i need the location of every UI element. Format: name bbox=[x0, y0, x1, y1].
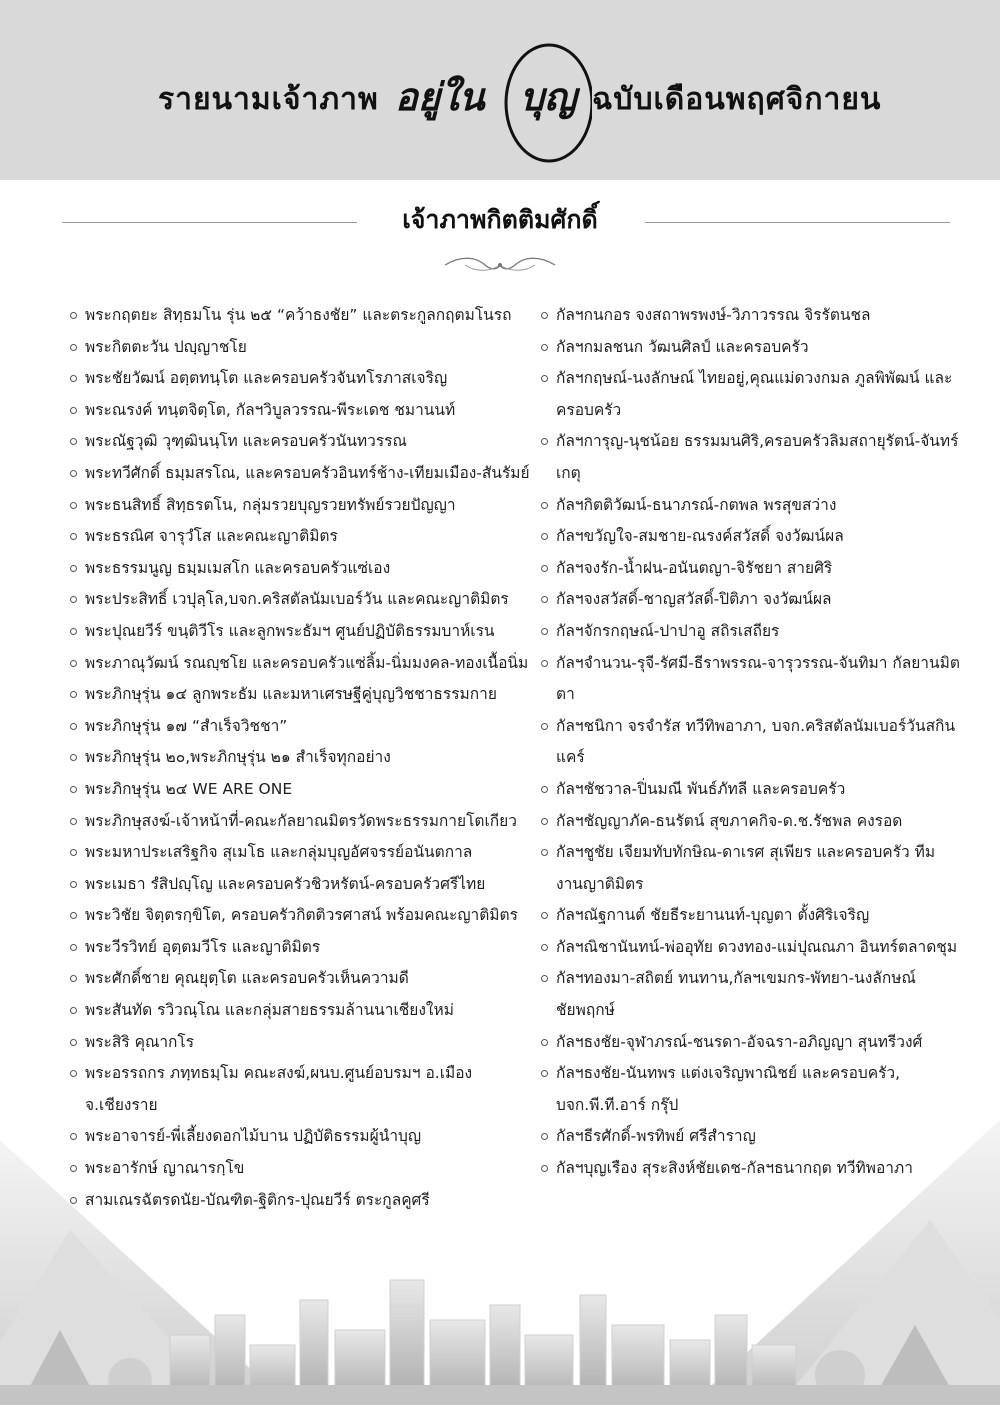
list-item bbox=[70, 616, 540, 648]
list-item bbox=[70, 869, 540, 901]
list-item bbox=[541, 363, 961, 426]
bullet-circle-icon bbox=[70, 1039, 77, 1046]
bullet-circle-icon bbox=[541, 565, 548, 572]
donor-name: กัลฯณิชานันทน์-พ่ออุทัย ดวงทอง-แม่ปุณณภา อินทร์ตลาดชุม bbox=[556, 937, 958, 956]
donor-name: พระสิริ คุณากโร bbox=[85, 1032, 195, 1051]
donor-name: พระณรงค์ ทนฺตจิตฺโต, กัลฯวิบูลวรรณ-พีระเดช ชมานนท์ bbox=[85, 400, 456, 419]
donor-name: กัลฯชัญญาภัค-ธนรัตน์ สุขภาคกิจ-ด.ช.รัชพล คงรอด bbox=[556, 811, 903, 830]
bullet-circle-icon bbox=[70, 438, 77, 445]
list-item bbox=[70, 584, 540, 616]
list-item bbox=[70, 900, 540, 932]
list-item bbox=[541, 553, 961, 585]
list-item bbox=[541, 1121, 961, 1153]
list-item bbox=[541, 648, 961, 711]
bullet-circle-icon bbox=[70, 628, 77, 635]
donor-name: กัลฯชัชวาล-ปิ่นมณี พันธ์ภัทลี และครอบครัว bbox=[556, 779, 846, 798]
donor-list-right bbox=[541, 300, 961, 1185]
section-title: เจ้าภาพกิตติมศักดิ์ bbox=[402, 205, 598, 234]
donor-list-left bbox=[70, 300, 540, 1216]
bullet-circle-icon bbox=[70, 312, 77, 319]
bullet-circle-icon bbox=[70, 407, 77, 414]
bullet-circle-icon bbox=[70, 596, 77, 603]
donor-name: กัลฯกฤษณ์-นงลักษณ์ ไทยอยู่,คุณแม่ดวงกมล ภูลพิพัฒน์ และครอบครัว bbox=[556, 369, 953, 419]
donor-name: กัลฯบุญเรือง สุระสิงห์ชัยเดช-กัลฯธนากฤต ทวีทิพอาภา bbox=[556, 1159, 913, 1178]
donor-name: กัลฯการุญ-นุชน้อย ธรรมมนศิริ,ครอบครัวลิมสถายุรัตน์-จันทร์เกตุ bbox=[556, 432, 959, 482]
bullet-circle-icon bbox=[541, 1070, 548, 1077]
list-item bbox=[541, 584, 961, 616]
bullet-circle-icon bbox=[541, 944, 548, 951]
donor-name: กัลฯจำนวน-รุจี-รัศมี-ธีราพรรณ-จารุวรรณ-จันทิมา กัลยานมิตตา bbox=[556, 653, 960, 704]
bullet-circle-icon bbox=[70, 975, 77, 982]
bullet-circle-icon bbox=[70, 344, 77, 351]
donor-name: พระอาจารย์-พี่เลี้ยงดอกไม้บาน ปฏิบัติธรรมผู้นำบุญ bbox=[85, 1127, 422, 1146]
list-item bbox=[70, 742, 540, 774]
donor-name: กัลฯกนกอร จงสถาพรพงษ์-วิภาวรรณ จิรรัตนชล bbox=[556, 306, 871, 324]
donor-name: กัลฯทองมา-สถิตย์ ทนทาน,กัลฯเขมกร-พัทยา-นงลักษณ์ ชัยพฤกษ์ bbox=[556, 969, 916, 1020]
donor-name: สามเณรฉัตรดนัย-บัณฑิต-ฐิติกร-ปุณยวีร์ ตระกูลคูศรี bbox=[85, 1190, 430, 1209]
bullet-circle-icon bbox=[70, 375, 77, 382]
logo-word-2: บุญ bbox=[520, 74, 577, 119]
flourish-ornament bbox=[440, 254, 560, 276]
list-item bbox=[541, 711, 961, 774]
list-item bbox=[70, 963, 540, 995]
list-item bbox=[70, 679, 540, 711]
donor-name: พระอรรถกร ภทฺทธมฺโม คณะสงฆ์,ผนบ.ศูนย์อบรมฯ อ.เมือง จ.เชียงราย bbox=[85, 1064, 473, 1114]
donor-name: พระชัยวัฒน์ อตฺตทนฺโต และครอบครัวจันทโรภาสเจริญ bbox=[85, 369, 448, 388]
list-item bbox=[541, 1058, 961, 1121]
donor-name: กัลฯชูชัย เจียมทับทักษิณ-ดาเรศ สุเพียร และครอบครัว ทีมงานญาติมิตร bbox=[556, 843, 936, 893]
bullet-circle-icon bbox=[541, 818, 548, 825]
donor-name: กัลฯขวัญใจ-สมชาย-ณรงค์สวัสดิ์ จงวัฒน์ผล bbox=[556, 527, 844, 546]
title-suffix: ฉบับเดือนพฤศจิกายน bbox=[592, 82, 882, 117]
list-item bbox=[70, 363, 540, 395]
donor-name: พระประสิทธิ์ เวปุลฺโล,บจก.คริสตัลนัมเบอร์วัน และคณะญาติมิตร bbox=[85, 590, 509, 609]
list-item bbox=[70, 395, 540, 427]
bullet-circle-icon bbox=[70, 881, 77, 888]
bullet-circle-icon bbox=[70, 1070, 77, 1077]
bullet-circle-icon bbox=[70, 1197, 77, 1204]
bullet-circle-icon bbox=[70, 470, 77, 477]
bullet-circle-icon bbox=[70, 660, 77, 667]
list-item bbox=[70, 1153, 540, 1185]
list-item bbox=[70, 711, 540, 743]
bullet-circle-icon bbox=[541, 375, 548, 382]
list-item bbox=[541, 1153, 961, 1185]
list-item bbox=[541, 900, 961, 932]
bullet-circle-icon bbox=[70, 849, 77, 856]
list-item bbox=[541, 963, 961, 1026]
bullet-circle-icon bbox=[541, 628, 548, 635]
list-item bbox=[70, 332, 540, 364]
donor-name: กัลฯจงรัก-น้ำฝน-อนันตญา-จิรัชยา สายศิริ bbox=[556, 558, 833, 577]
list-item bbox=[70, 774, 540, 806]
donor-name: พระภิกษุสงฆ์-เจ้าหน้าที่-คณะกัลยาณมิตรวัดพระธรรมกายโตเกียว bbox=[85, 811, 517, 830]
donor-name: กัลฯธงชัย-นันทพร แต่งเจริญพาณิชย์ และครอบครัว, บจก.พี.ที.อาร์ กรุ๊ป bbox=[556, 1064, 901, 1114]
bullet-circle-icon bbox=[541, 344, 548, 351]
list-item bbox=[541, 932, 961, 964]
donor-name: พระสันทัด รวิวณฺโณ และกลุ่มสายธรรมล้านนาเชียงใหม่ bbox=[85, 1001, 454, 1020]
bullet-circle-icon bbox=[541, 596, 548, 603]
donor-name: กัลฯจงสวัสดิ์-ชาญสวัสดิ์-ปิติภา จงวัฒน์ผล bbox=[556, 590, 832, 609]
donor-name: กัลฯธงชัย-จุฬาภรณ์-ชนรดา-อัจฉรา-อภิญญา สุนทรีวงศ์ bbox=[556, 1032, 923, 1051]
bullet-circle-icon bbox=[541, 912, 548, 919]
list-item bbox=[70, 648, 540, 680]
donor-name: พระภิกษุรุ่น ๑๔ ลูกพระธัม และมหาเศรษฐีคู่บุญวิชชาธรรมกาย bbox=[85, 685, 497, 704]
list-item bbox=[70, 1027, 540, 1059]
list-item bbox=[541, 1027, 961, 1059]
list-item bbox=[541, 616, 961, 648]
list-item bbox=[541, 426, 961, 489]
donor-name: พระภาณุวัฒน์ รณญฺชโย และครอบครัวแซ่ลิ้ม-นิ่มมงคล-ทองเนื้อนิ่ม bbox=[85, 653, 529, 672]
bullet-circle-icon bbox=[541, 975, 548, 982]
donor-name: กัลฯชนิกา จรจำรัส ทวีทิพอาภา, บจก.คริสตัลนัมเบอร์วันสกินแคร์ bbox=[556, 716, 956, 767]
list-item bbox=[70, 1121, 540, 1153]
donor-name: พระกฤตยะ สิทฺธมโน รุ่น ๒๕ “คว้าธงชัย” และตระกูลกฤตมโนรถ bbox=[85, 306, 512, 324]
bullet-circle-icon bbox=[70, 502, 77, 509]
donor-name: พระภิกษุรุ่น ๒๔ WE ARE ONE bbox=[85, 779, 293, 798]
bullet-circle-icon bbox=[541, 1133, 548, 1140]
donor-name: พระศักดิ์ชาย คุณยุตฺโต และครอบครัวเห็นความดี bbox=[85, 969, 409, 988]
list-item bbox=[541, 774, 961, 806]
list-item bbox=[541, 521, 961, 553]
bullet-circle-icon bbox=[70, 944, 77, 951]
donor-name: พระภิกษุรุ่น ๒๐,พระภิกษุรุ่น ๒๑ สำเร็จทุกอย่าง bbox=[85, 748, 391, 767]
bullet-circle-icon bbox=[70, 1133, 77, 1140]
donor-name: พระมหาประเสริฐกิจ สุเมโธ และกลุ่มบุญอัศจรรย์อนันตกาล bbox=[85, 843, 473, 862]
bullet-circle-icon bbox=[541, 786, 548, 793]
bullet-circle-icon bbox=[70, 754, 77, 761]
list-item bbox=[541, 837, 961, 900]
donor-name: กัลฯกมลชนก วัฒนศิลป์ และครอบครัว bbox=[556, 337, 809, 356]
bullet-circle-icon bbox=[541, 1165, 548, 1172]
list-item bbox=[70, 1058, 540, 1121]
bullet-circle-icon bbox=[70, 1165, 77, 1172]
donor-name: กัลฯธีรศักดิ์-พรทิพย์ ศรีสำราญ bbox=[556, 1127, 756, 1146]
donor-name: พระทวีศักดิ์ ธมฺมสรโณ, และครอบครัวอินทร์ช้าง-เทียมเมือง-สันรัมย์ bbox=[85, 463, 530, 482]
bullet-circle-icon bbox=[541, 1039, 548, 1046]
bullet-circle-icon bbox=[70, 1007, 77, 1014]
bullet-circle-icon bbox=[541, 849, 548, 856]
list-item bbox=[541, 806, 961, 838]
bullet-circle-icon bbox=[541, 533, 548, 540]
bullet-circle-icon bbox=[541, 438, 548, 445]
bullet-circle-icon bbox=[70, 723, 77, 730]
list-item bbox=[541, 490, 961, 522]
bullet-circle-icon bbox=[70, 818, 77, 825]
donor-name: กัลฯจักรกฤษณ์-ปาปาอู สถิรเสถียร bbox=[556, 621, 780, 640]
bullet-circle-icon bbox=[70, 533, 77, 540]
donor-name: พระณัฐวุฒิ วุฑฺฒินนฺโท และครอบครัวนันทวรรณ bbox=[85, 432, 407, 451]
bullet-circle-icon bbox=[70, 786, 77, 793]
list-item bbox=[541, 300, 961, 332]
divider-right bbox=[645, 222, 950, 223]
donor-name: พระวิชัย จิตฺตรกฺขิโต, ครอบครัวกิตติวรศาสน์ พร้อมคณะญาติมิตร bbox=[85, 906, 518, 925]
bullet-circle-icon bbox=[541, 312, 548, 319]
bullet-circle-icon bbox=[70, 565, 77, 572]
donor-name: พระเมธา รํสิปญฺโญ และครอบครัวชิวหรัตน์-ครอบครัวศรีไทย bbox=[85, 874, 486, 893]
donor-name: พระธนสิทธิ์ สิทฺธรตโน, กลุ่มรวยบุญรวยทรัพย์รวยปัญญา bbox=[85, 495, 456, 514]
list-item bbox=[70, 300, 540, 332]
list-item bbox=[70, 1185, 540, 1217]
bullet-circle-icon bbox=[70, 691, 77, 698]
donor-name: พระธรรมนูญ ธมฺมเมสโก และครอบครัวแซ่เอง bbox=[85, 558, 391, 577]
list-item bbox=[70, 806, 540, 838]
list-item bbox=[70, 932, 540, 964]
donor-name: พระวีรวิทย์ อุตฺตมวีโร และญาติมิตร bbox=[85, 937, 321, 956]
list-item bbox=[70, 490, 540, 522]
list-item bbox=[70, 995, 540, 1027]
list-item bbox=[70, 553, 540, 585]
bullet-circle-icon bbox=[70, 912, 77, 919]
list-item bbox=[541, 332, 961, 364]
bullet-circle-icon bbox=[541, 723, 548, 730]
donor-name: กัลฯกิตติวัฒน์-ธนาภรณ์-กตพล พรสุขสว่าง bbox=[556, 495, 837, 514]
donor-name: พระอารักษ์ ญาณารกฺโข bbox=[85, 1159, 245, 1178]
list-item bbox=[70, 837, 540, 869]
logo-word-1: อยู่ใน bbox=[395, 74, 485, 119]
donor-name: พระธรณิศ จารุวํโส และคณะญาติมิตร bbox=[85, 527, 338, 546]
donor-name: พระปุณยวีร์ ขนฺติวีโร และลูกพระธัมฯ ศูนย์ปฏิบัติธรรมบาห์เรน bbox=[85, 621, 495, 640]
donor-name: พระกิตตะวัน ปญฺญาชโย bbox=[85, 337, 247, 356]
list-item bbox=[70, 521, 540, 553]
list-item bbox=[70, 426, 540, 458]
title-prefix: รายนามเจ้าภาพ bbox=[158, 82, 379, 117]
donor-name: พระภิกษุรุ่น ๑๗ “สำเร็จวิชชา” bbox=[85, 716, 288, 735]
donor-name: กัลฯณัฐกานต์ ชัยธีระยานนท์-บุญตา ตั้งศิริเจริญ bbox=[556, 906, 870, 925]
bullet-circle-icon bbox=[541, 660, 548, 667]
list-item bbox=[70, 458, 540, 490]
bullet-circle-icon bbox=[541, 502, 548, 509]
